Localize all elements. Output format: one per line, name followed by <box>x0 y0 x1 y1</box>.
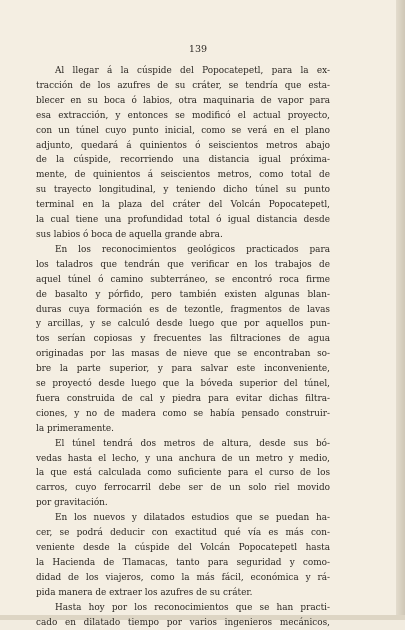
text-line: En los reconocimientos geológicos practicados para <box>55 244 330 255</box>
text-line: didad de los viajeros, como la más fácil, económica y rá- <box>36 572 330 583</box>
text-line: con un túnel cuyo punto inicial, como se verá en el plano <box>36 125 330 136</box>
text-line: de la cúspide, recorriendo una distancia igual próxima- <box>36 155 330 166</box>
text-line: tos serían copiosas y frecuentes las filtraciones de agua <box>36 334 330 345</box>
text-line: mente, de quinientos á seiscientos metros, como total de <box>36 170 330 181</box>
text-line: blecer en su boca ó labios, otra maquinaria de vapor para <box>36 95 330 106</box>
text-line: Hasta hoy por los reconocimientos que se han practi- <box>55 602 330 613</box>
text-line: vedas hasta el lecho, y una anchura de un metro y medio, <box>36 453 330 464</box>
text-line: la Hacienda de Tlamacas, tanto para seguridad y como- <box>36 557 330 568</box>
text-line: tracción de los azufres de su cráter, se tendría que esta- <box>36 80 330 91</box>
text-line: terminal en la plaza del cráter del Volcán Popocatepetl, <box>36 200 330 211</box>
text-line: fuera construida de cal y piedra para evitar dichas filtra- <box>36 393 330 404</box>
text-line: de basalto y pórfido, pero también existen algunas blan- <box>36 289 330 300</box>
text-line: se proyectó desde luego que la bóveda superior del túnel, <box>36 379 330 390</box>
text-line: cer, se podrá deducir con exactitud qué vía es más con- <box>36 528 330 539</box>
text-line: veniente desde la cúspide del Volcán Popocatepetl hasta <box>36 543 330 553</box>
text-line: los taladros que tendrán que verificar en los trabajos de <box>36 259 330 270</box>
text-line: ciones, y no de madera como se había pensado construir- <box>36 408 330 419</box>
body-text <box>36 64 330 630</box>
page-number: 139 <box>188 44 208 55</box>
text-line: bre la parte superior, y para salvar este inconveniente, <box>36 364 330 375</box>
text-line: su trayecto longitudinal, y teniendo dicho túnel su punto <box>36 185 330 196</box>
text-line: originadas por las masas de nieve que se encontraban so- <box>36 349 330 360</box>
text-line: El túnel tendrá dos metros de altura, desde sus bó- <box>55 438 330 449</box>
text-line: sus labios ó boca de aquella grande abra. <box>36 229 223 240</box>
text-line: En los nuevos y dilatados estudios que se puedan ha- <box>55 513 330 524</box>
text-line: adjunto, quedará á quinientos ó seiscientos metros abajo <box>36 140 330 151</box>
text-line: aquel túnel ó camino subterráneo, se encontró roca firme <box>36 274 330 285</box>
text-line: Al llegar á la cúspide del Popocatepetl, para la ex- <box>55 66 330 76</box>
text-line: carros, cuyo ferrocarril debe ser de un solo riel movido <box>36 483 330 494</box>
text-line: cado en dilatado tiempo por varios ingenieros mecánicos, <box>36 617 330 628</box>
text-line: pida manera de extraer los azufres de su cráter. <box>36 587 253 598</box>
text-line: la cual tiene una profundidad total ó igual distancia desde <box>36 215 330 226</box>
text-line: esa extracción, y entonces se modificó el actual proyecto, <box>36 110 330 121</box>
text-line: por gravitación. <box>36 498 108 509</box>
text-line: la que está calculada como suficiente para el curso de los <box>36 468 330 479</box>
page-edge-shadow <box>396 0 405 620</box>
text-line: la primeramente. <box>36 423 114 434</box>
text-line: duras cuya formación es de tezontle, fragmentos de lavas <box>36 304 330 315</box>
text-line: y arcillas, y se calculó desde luego que por aquellos pun- <box>36 319 330 330</box>
